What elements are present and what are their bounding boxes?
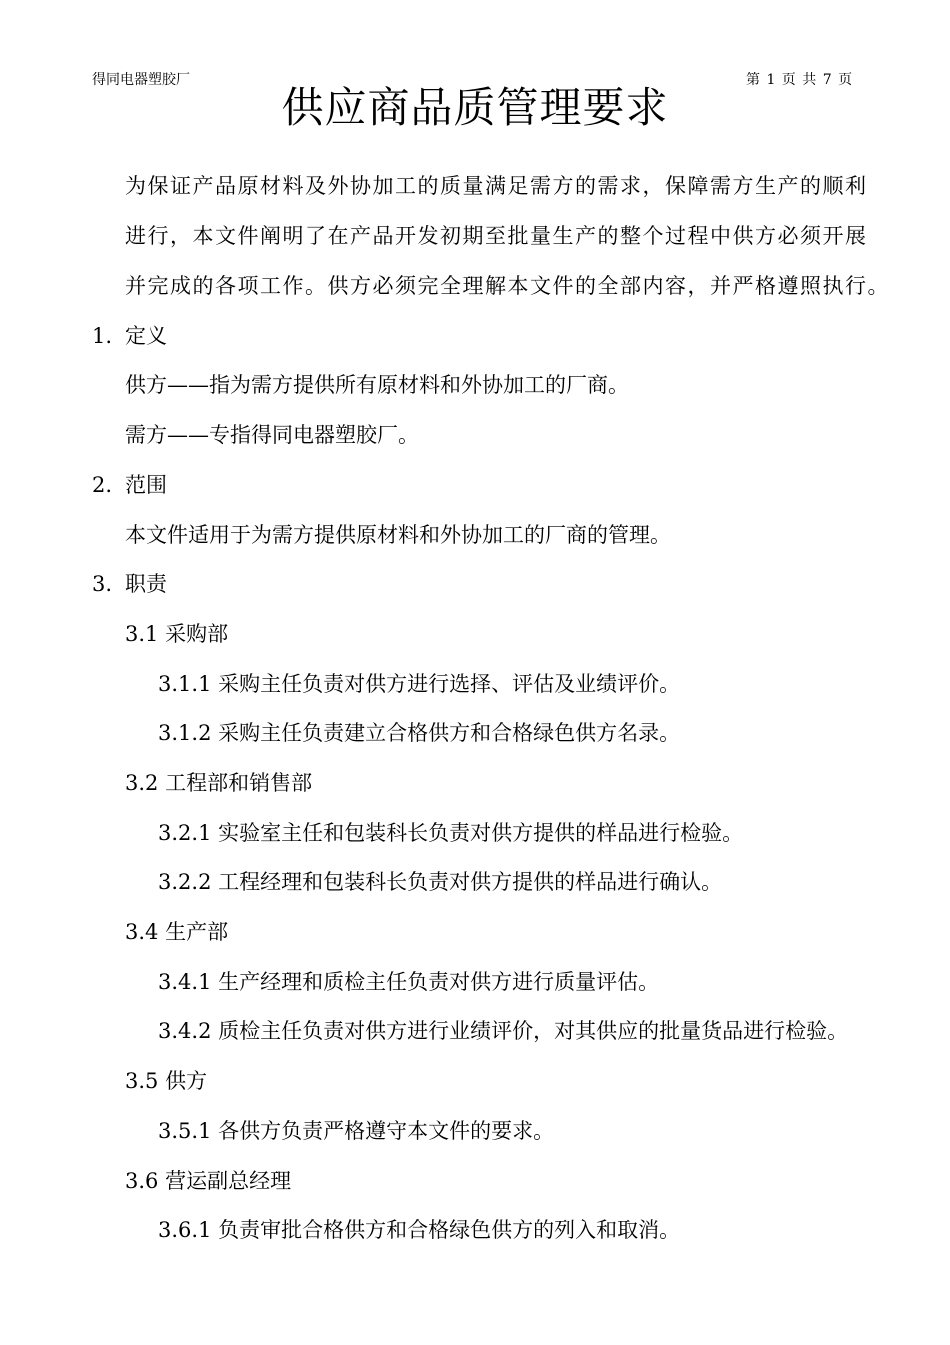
subsection-heading: 3.4 生产部: [125, 920, 229, 944]
responsibility-item: 3.2.1 实验室主任和包装科长负责对供方提供的样品进行检验。: [158, 821, 744, 845]
company-name: 得同电器塑胶厂: [92, 72, 190, 88]
subsection-heading: 3.6 营运副总经理: [125, 1169, 292, 1193]
responsibility-item: 3.2.2 工程经理和包装科长负责对供方提供的样品进行确认。: [158, 870, 723, 894]
subsection-heading: 3.2 工程部和销售部: [125, 771, 313, 795]
subsection-heading: 3.1 采购部: [125, 622, 229, 646]
intro-line: 为保证产品原材料及外协加工的质量满足需方的需求，保障需方生产的顺利: [125, 174, 868, 198]
section-heading: 范围: [125, 473, 167, 497]
section-number: 3.: [92, 572, 113, 596]
responsibility-item: 3.1.2 采购主任负责建立合格供方和合格绿色供方名录。: [158, 721, 681, 745]
page-number: 第 1 页 共 7 页: [746, 72, 854, 88]
responsibility-item: 3.4.1 生产经理和质检主任负责对供方进行质量评估。: [158, 970, 660, 994]
responsibility-item: 3.6.1 负责审批合格供方和合格绿色供方的列入和取消。: [158, 1218, 681, 1242]
responsibility-item: 3.1.1 采购主任负责对供方进行选择、评估及业绩评价。: [158, 672, 681, 696]
scope-line: 本文件适用于为需方提供原材料和外协加工的厂商的管理。: [125, 523, 671, 547]
responsibility-item: 3.5.1 各供方负责严格遵守本文件的要求。: [158, 1119, 555, 1143]
intro-line: 并完成的各项工作。供方必须完全理解本文件的全部内容，并严格遵照执行。: [125, 274, 890, 298]
definition-line: 需方——专指得同电器塑胶厂。: [125, 423, 419, 447]
intro-line: 进行，本文件阐明了在产品开发初期至批量生产的整个过程中供方必须开展: [125, 224, 868, 248]
section-number: 1.: [92, 324, 113, 348]
definition-line: 供方——指为需方提供所有原材料和外协加工的厂商。: [125, 373, 629, 397]
section-heading: 定义: [125, 324, 167, 348]
subsection-heading: 3.5 供方: [125, 1069, 208, 1093]
document-title: 供应商品质管理要求: [281, 83, 669, 132]
responsibility-item: 3.4.2 质检主任负责对供方进行业绩评价，对其供应的批量货品进行检验。: [158, 1019, 849, 1043]
section-heading: 职责: [125, 572, 167, 596]
section-number: 2.: [92, 473, 113, 497]
